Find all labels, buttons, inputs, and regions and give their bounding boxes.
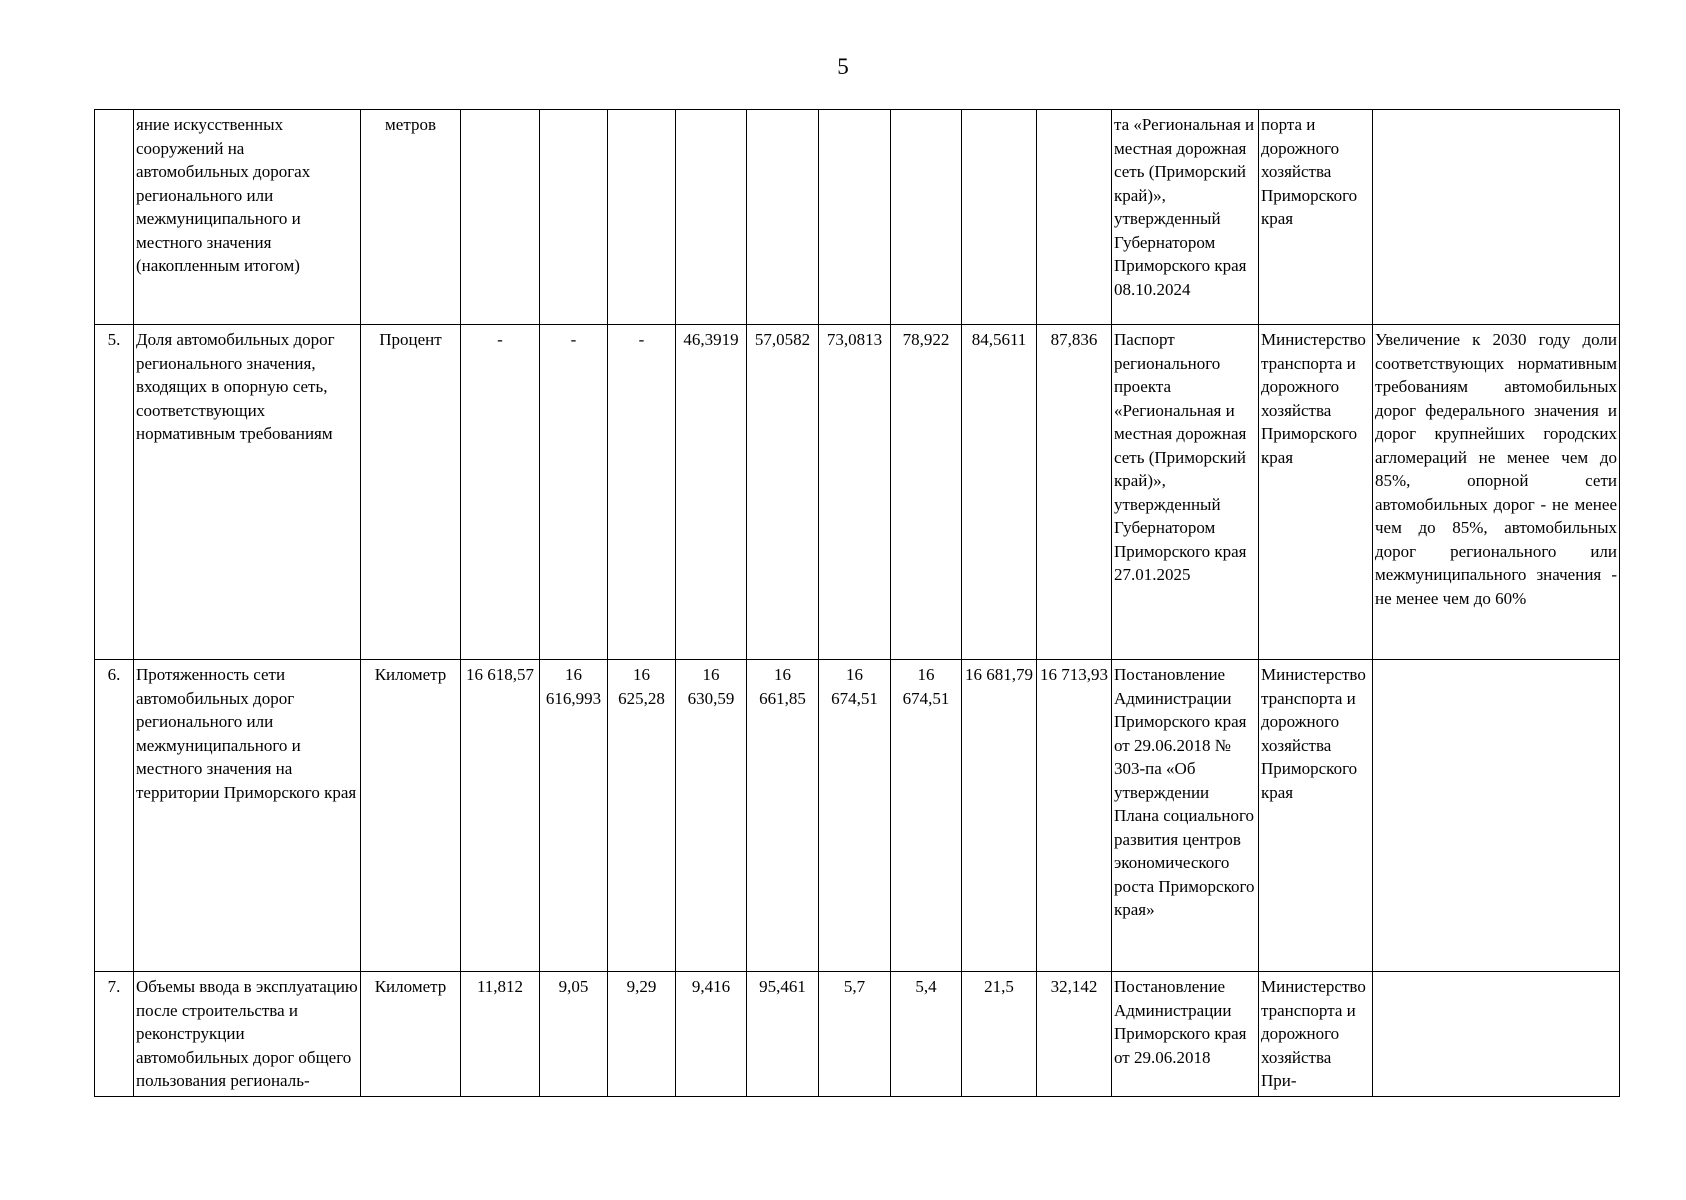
value-cell xyxy=(819,110,891,325)
row-number-cell xyxy=(95,110,134,325)
value-cell: 16 674,51 xyxy=(891,660,962,972)
value-cell xyxy=(747,110,819,325)
value-cell: 5,7 xyxy=(819,972,891,1097)
note-cell: Увеличение к 2030 году доли соответствующих нормативным требованиям автомобильных дорог федерального значения и дорог крупнейших городских агломераций не менее чем до 85%, опорной сети автомобильных дорог - не менее чем до 85%, автомобильных дорог регионального или межмуниципального значения - не менее чем до 60% xyxy=(1373,325,1620,660)
responsible-body-cell: Министерство транспорта и дорожного хозяйства При- xyxy=(1259,972,1373,1097)
table-row xyxy=(95,660,1620,972)
note-cell xyxy=(1373,110,1620,325)
indicator-name-cell: Протяженность сети автомобильных дорог регионального или межмуниципального и местного значения на территории Приморского края xyxy=(134,660,361,972)
value-cell: 21,5 xyxy=(962,972,1037,1097)
value-cell xyxy=(1037,110,1112,325)
value-cell: 16 674,51 xyxy=(819,660,891,972)
row-number-cell: 6. xyxy=(95,660,134,972)
value-cell: 46,3919 xyxy=(676,325,747,660)
value-cell: 16 681,79 xyxy=(962,660,1037,972)
value-cell: 9,05 xyxy=(540,972,608,1097)
note-cell xyxy=(1373,972,1620,1097)
table-row xyxy=(95,110,1620,325)
value-cell: 16 661,85 xyxy=(747,660,819,972)
value-cell: 9,416 xyxy=(676,972,747,1097)
value-cell: - xyxy=(608,325,676,660)
value-cell: 5,4 xyxy=(891,972,962,1097)
responsible-body-cell: Министерство транспорта и дорожного хозяйства Приморского края xyxy=(1259,660,1373,972)
source-document-cell: Паспорт регионального проекта «Региональная и местная дорожная сеть (Приморский край)», утвержденный Губернатором Приморского края 27.01.2025 xyxy=(1112,325,1259,660)
value-cell: 16 713,93 xyxy=(1037,660,1112,972)
value-cell: 16 618,57 xyxy=(461,660,540,972)
indicator-name-cell: Объемы ввода в эксплуатацию после строительства и реконструкции автомобильных дорог общего пользования региональ- xyxy=(134,972,361,1097)
value-cell: 9,29 xyxy=(608,972,676,1097)
value-cell: 95,461 xyxy=(747,972,819,1097)
value-cell: 87,836 xyxy=(1037,325,1112,660)
source-document-cell: та «Региональная и местная дорожная сеть (Приморский край)», утвержденный Губернатором Приморского края 08.10.2024 xyxy=(1112,110,1259,325)
value-cell: - xyxy=(540,325,608,660)
value-cell: 16 616,993 xyxy=(540,660,608,972)
unit-cell: Процент xyxy=(361,325,461,660)
row-number-cell: 7. xyxy=(95,972,134,1097)
unit-cell: Километр xyxy=(361,660,461,972)
value-cell: 73,0813 xyxy=(819,325,891,660)
page-number: 5 xyxy=(837,54,849,79)
note-cell xyxy=(1373,660,1620,972)
responsible-body-cell: Министерство транспорта и дорожного хозяйства Приморского края xyxy=(1259,325,1373,660)
row-number-cell: 5. xyxy=(95,325,134,660)
source-document-cell: Постановление Администрации Приморского края от 29.06.2018 xyxy=(1112,972,1259,1097)
source-document-cell: Постановление Администрации Приморского края от 29.06.2018 № 303-па «Об утверждении Плана социального развития центров экономического роста Приморского края» xyxy=(1112,660,1259,972)
value-cell xyxy=(540,110,608,325)
value-cell: 32,142 xyxy=(1037,972,1112,1097)
value-cell xyxy=(461,110,540,325)
table-row xyxy=(95,972,1620,1097)
indicator-name-cell: Доля автомобильных дорог регионального значения, входящих в опорную сеть, соответствующих нормативным требованиям xyxy=(134,325,361,660)
responsible-body-cell: порта и дорожного хозяйства Приморского края xyxy=(1259,110,1373,325)
indicators-table xyxy=(94,109,1620,1097)
indicator-name-cell: яние искусственных сооружений на автомобильных дорогах регионального или межмуниципального и местного значения (накопленным итогом) xyxy=(134,110,361,325)
value-cell: - xyxy=(461,325,540,660)
value-cell: 16 625,28 xyxy=(608,660,676,972)
value-cell xyxy=(891,110,962,325)
value-cell xyxy=(676,110,747,325)
value-cell xyxy=(962,110,1037,325)
value-cell: 78,922 xyxy=(891,325,962,660)
table-row xyxy=(95,325,1620,660)
unit-cell: Километр xyxy=(361,972,461,1097)
unit-cell: метров xyxy=(361,110,461,325)
value-cell xyxy=(608,110,676,325)
value-cell: 84,5611 xyxy=(962,325,1037,660)
value-cell: 57,0582 xyxy=(747,325,819,660)
value-cell: 16 630,59 xyxy=(676,660,747,972)
value-cell: 11,812 xyxy=(461,972,540,1097)
